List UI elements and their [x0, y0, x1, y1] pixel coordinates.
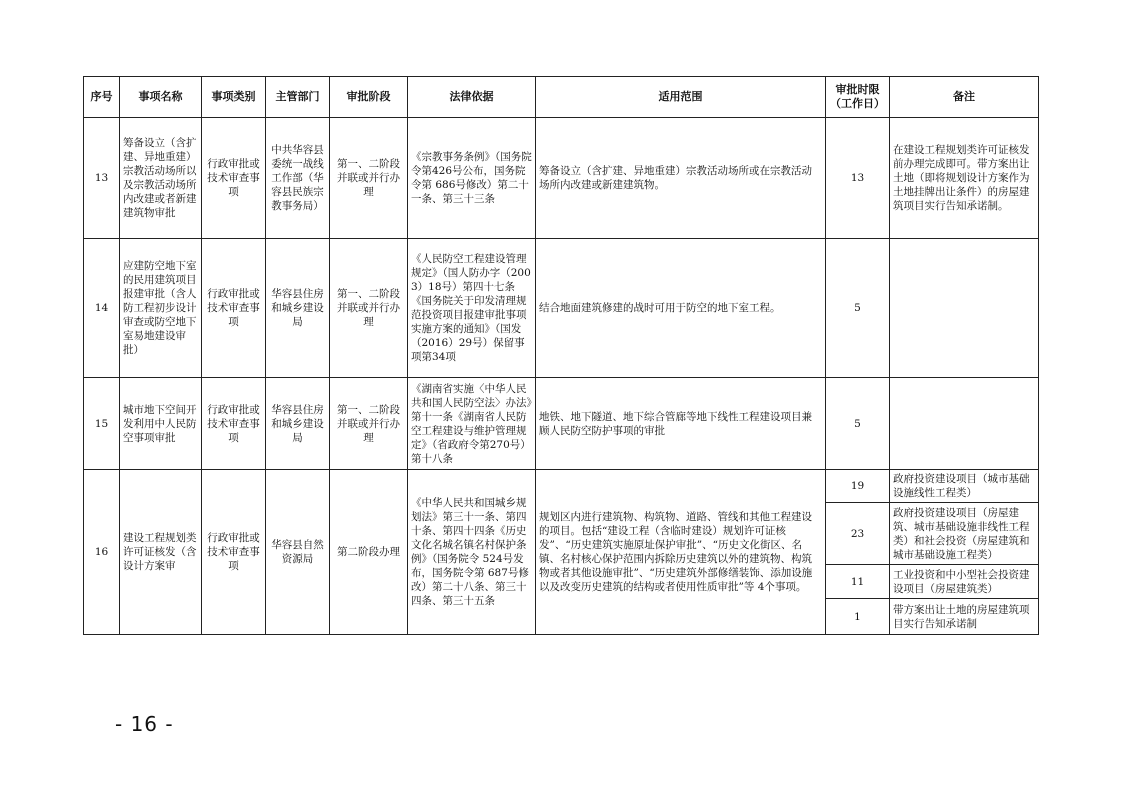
header-name: 事项名称 [120, 77, 202, 118]
cell-name: 应建防空地下室的民用建筑项目报建审批（含人防工程初步设计审查或防空地下室易地建设审批） [120, 239, 202, 378]
cell-limit: 1 [826, 599, 890, 635]
header-stage: 审批阶段 [330, 77, 408, 118]
header-dept: 主管部门 [266, 77, 330, 118]
cell-scope: 筹备设立（含扩建、异地重建）宗教活动场所或在宗教活动场所内改建或新建建筑物。 [536, 118, 826, 239]
header-limit: 审批时限 （工作日） [826, 77, 890, 118]
cell-dept: 中共华容县委统一战线工作部（华容县民族宗教事务局） [266, 118, 330, 239]
cell-scope: 规划区内进行建筑物、构筑物、道路、管线和其他工程建设的项目。包括“建设工程（含临时建设）规划许可证核发”、“历史建筑实施原址保护审批”、“历史文化街区、名镇、名村核心保护范围内拆除历史建筑以外的建筑物、构筑物或者其他设施审批”、“历史建筑外部修缮装饰、添加设施以及改变历史建筑的结构或者使用性质审批”等 4个事项。 [536, 470, 826, 635]
cell-basis: 《湖南省实施〈中华人民共和国人民防空法〉办法》第十一条《湖南省人民防空工程建设与维护管理规定》（省政府令第270号）第十八条 [408, 378, 536, 470]
table-row [84, 118, 1039, 239]
cell-seq: 15 [84, 378, 120, 470]
header-category: 事项类别 [202, 77, 266, 118]
table-row [84, 239, 1039, 378]
cell-stage: 第一、二阶段并联或并行办理 [330, 239, 408, 378]
cell-basis: 《中华人民共和国城乡规划法》第三十一条、第四十条、第四十四条《历史文化名城名镇名村保护条例》（国务院令 524号发布，国务院令第 687号修改）第二十八条、第三十四条、第三十五条 [408, 470, 536, 635]
cell-notes: 在建设工程规划类许可证核发前办理完成即可。带方案出让土地（即将规划设计方案作为土地挂牌出让条件）的房屋建筑项目实行告知承诺制。 [890, 118, 1039, 239]
cell-scope: 地铁、地下隧道、地下综合管廊等地下线性工程建设项目兼顾人民防空防护事项的审批 [536, 378, 826, 470]
cell-notes: 政府投资建设项目（城市基础设施线性工程类） [890, 470, 1039, 503]
cell-limit: 13 [826, 118, 890, 239]
cell-name: 筹备设立（含扩建、异地重建）宗教活动场所以及宗教活动场所内改建或者新建建筑物审批 [120, 118, 202, 239]
cell-name: 城市地下空间开发利用中人民防空事项审批 [120, 378, 202, 470]
cell-basis: 《宗教事务条例》（国务院令第426号公布，国务院令第 686号修改）第二十一条、第三十三条 [408, 118, 536, 239]
approval-items-table [83, 76, 1039, 635]
cell-limit: 23 [826, 503, 890, 565]
table-row [84, 378, 1039, 470]
cell-dept: 华容县住房和城乡建设局 [266, 378, 330, 470]
page-number: - 16 - [115, 712, 174, 736]
cell-notes [890, 378, 1039, 470]
cell-limit: 5 [826, 378, 890, 470]
cell-limit: 5 [826, 239, 890, 378]
cell-notes [890, 239, 1039, 378]
cell-category: 行政审批或技术审查事项 [202, 239, 266, 378]
cell-stage: 第二阶段办理 [330, 470, 408, 635]
header-scope: 适用范围 [536, 77, 826, 118]
cell-category: 行政审批或技术审查事项 [202, 118, 266, 239]
cell-notes: 带方案出让土地的房屋建筑项目实行告知承诺制 [890, 599, 1039, 635]
header-basis: 法律依据 [408, 77, 536, 118]
cell-notes: 政府投资建设项目（房屋建筑、城市基础设施非线性工程类）和社会投资（房屋建筑和城市基础设施工程类） [890, 503, 1039, 565]
cell-basis: 《人民防空工程建设管理规定》（国人防办字（2003）18号）第四十七条《国务院关于印发清理规范投资项目报建审批事项实施方案的通知》（国发（2016）29号）保留事项第34项 [408, 239, 536, 378]
cell-category: 行政审批或技术审查事项 [202, 470, 266, 635]
cell-stage: 第一、二阶段并联或并行办理 [330, 378, 408, 470]
cell-notes: 工业投资和中小型社会投资建设项目（房屋建筑类） [890, 565, 1039, 599]
cell-limit: 19 [826, 470, 890, 503]
cell-dept: 华容县住房和城乡建设局 [266, 239, 330, 378]
cell-limit: 11 [826, 565, 890, 599]
cell-seq: 16 [84, 470, 120, 635]
cell-scope: 结合地面建筑修建的战时可用于防空的地下室工程。 [536, 239, 826, 378]
header-notes: 备注 [890, 77, 1039, 118]
cell-seq: 13 [84, 118, 120, 239]
header-row [84, 77, 1039, 118]
table-row [84, 470, 1039, 503]
cell-seq: 14 [84, 239, 120, 378]
header-seq: 序号 [84, 77, 120, 118]
cell-stage: 第一、二阶段并联或并行办理 [330, 118, 408, 239]
cell-dept: 华容县自然资源局 [266, 470, 330, 635]
cell-name: 建设工程规划类许可证核发（含设计方案审 [120, 470, 202, 635]
cell-category: 行政审批或技术审查事项 [202, 378, 266, 470]
